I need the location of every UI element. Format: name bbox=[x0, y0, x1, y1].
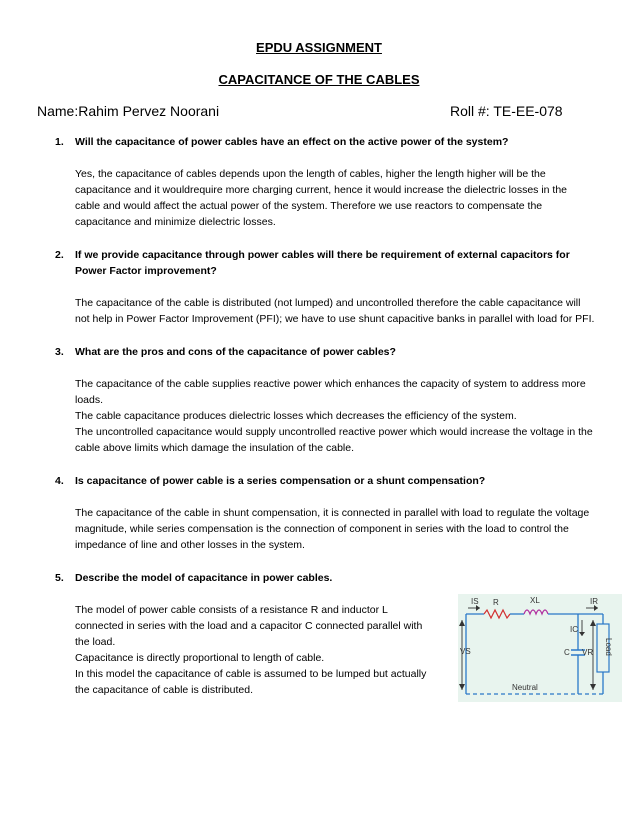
question-number: 1. bbox=[55, 136, 64, 148]
resistor-symbol bbox=[484, 610, 510, 618]
question-4 bbox=[55, 473, 595, 553]
question-text: Describe the model of capacitance in power cables. bbox=[75, 572, 333, 584]
question-text: Will the capacitance of power cables have an effect on the active power of the system? bbox=[75, 136, 509, 148]
question-number: 3. bbox=[55, 346, 64, 358]
label-xl: XL bbox=[530, 596, 540, 605]
answer-paragraph: The capacitance of the cable supplies reactive power which enhances the capacity of system to address more loads. bbox=[75, 378, 586, 406]
label-is: IS bbox=[471, 597, 479, 606]
circuit-diagram bbox=[458, 594, 622, 702]
question-5 bbox=[55, 570, 435, 698]
question-number: 2. bbox=[55, 249, 64, 261]
question-number: 5. bbox=[55, 572, 64, 584]
topic-title: CAPACITANCE OF THE CABLES bbox=[218, 72, 420, 87]
label-ic: IC bbox=[570, 625, 578, 634]
question-text: Is capacitance of power cable is a series compensation or a shunt compensation? bbox=[75, 475, 486, 487]
question-3 bbox=[55, 344, 595, 456]
answer-paragraph: Yes, the capacitance of cables depends upon the length of cables, higher the length higher will be the capacitance and it wouldrequire more charging current, hence it would increase the dielectric losses in the cable and would affect the actual power of the system. Therefore we use reactors to compensate the capacitance and minimize dielectric losses. bbox=[75, 168, 568, 228]
answer-paragraph: The uncontrolled capacitance would supply uncontrolled reactive power which would increase the voltage in the cable above limits which damage the insulation of the cable. bbox=[75, 426, 593, 454]
answer-paragraph: The cable capacitance produces dielectric losses which decreases the efficiency of the system. bbox=[75, 410, 517, 422]
course-title: EPDU ASSIGNMENT bbox=[256, 40, 382, 55]
question-number: 4. bbox=[55, 475, 64, 487]
label-load: Load bbox=[604, 638, 613, 656]
label-neutral: Neutral bbox=[512, 683, 538, 692]
answer-paragraph: Capacitance is directly proportional to length of cable. bbox=[75, 652, 325, 664]
label-r: R bbox=[493, 598, 499, 607]
answer-paragraph: In this model the capacitance of cable is assumed to be lumped but actually the capacitance of cable is distributed. bbox=[75, 668, 427, 696]
student-name: Name:Rahim Pervez Noorani bbox=[37, 103, 220, 119]
answer bbox=[75, 602, 435, 698]
answer bbox=[75, 295, 595, 327]
student-info-row bbox=[37, 103, 567, 119]
inductor-symbol bbox=[524, 610, 548, 614]
label-ir: IR bbox=[590, 597, 598, 606]
label-vs: VS bbox=[460, 647, 471, 656]
label-vr: VR bbox=[582, 648, 594, 657]
question-text: If we provide capacitance through power cables will there be requirement of external capacitors for Power Factor improvement? bbox=[75, 249, 570, 277]
answer bbox=[75, 505, 595, 553]
question-text: What are the pros and cons of the capacitance of power cables? bbox=[75, 346, 396, 358]
cable-circuit-figure bbox=[458, 594, 622, 702]
answer-paragraph: The capacitance of the cable in shunt compensation, it is connected in parallel with load to regulate the voltage magnitude, while series compensation is the connection of component in series with the load to control the impedance of line and other losses in the system. bbox=[75, 507, 590, 551]
question-1 bbox=[55, 134, 595, 230]
answer-paragraph: The capacitance of the cable is distributed (not lumped) and uncontrolled therefore the cable capacitance will not help in Power Factor Improvement (PFI); we have to use shunt capacitive banks in parallel with load for PFI. bbox=[75, 297, 595, 325]
answer bbox=[75, 376, 595, 456]
answer bbox=[75, 166, 595, 230]
roll-number: Roll #: TE-EE-078 bbox=[450, 103, 563, 119]
answer-paragraph: The model of power cable consists of a resistance R and inductor L connected in series with the load and a capacitor C connected parallel with the load. bbox=[75, 604, 423, 648]
question-2 bbox=[55, 247, 595, 327]
label-c: C bbox=[564, 648, 570, 657]
